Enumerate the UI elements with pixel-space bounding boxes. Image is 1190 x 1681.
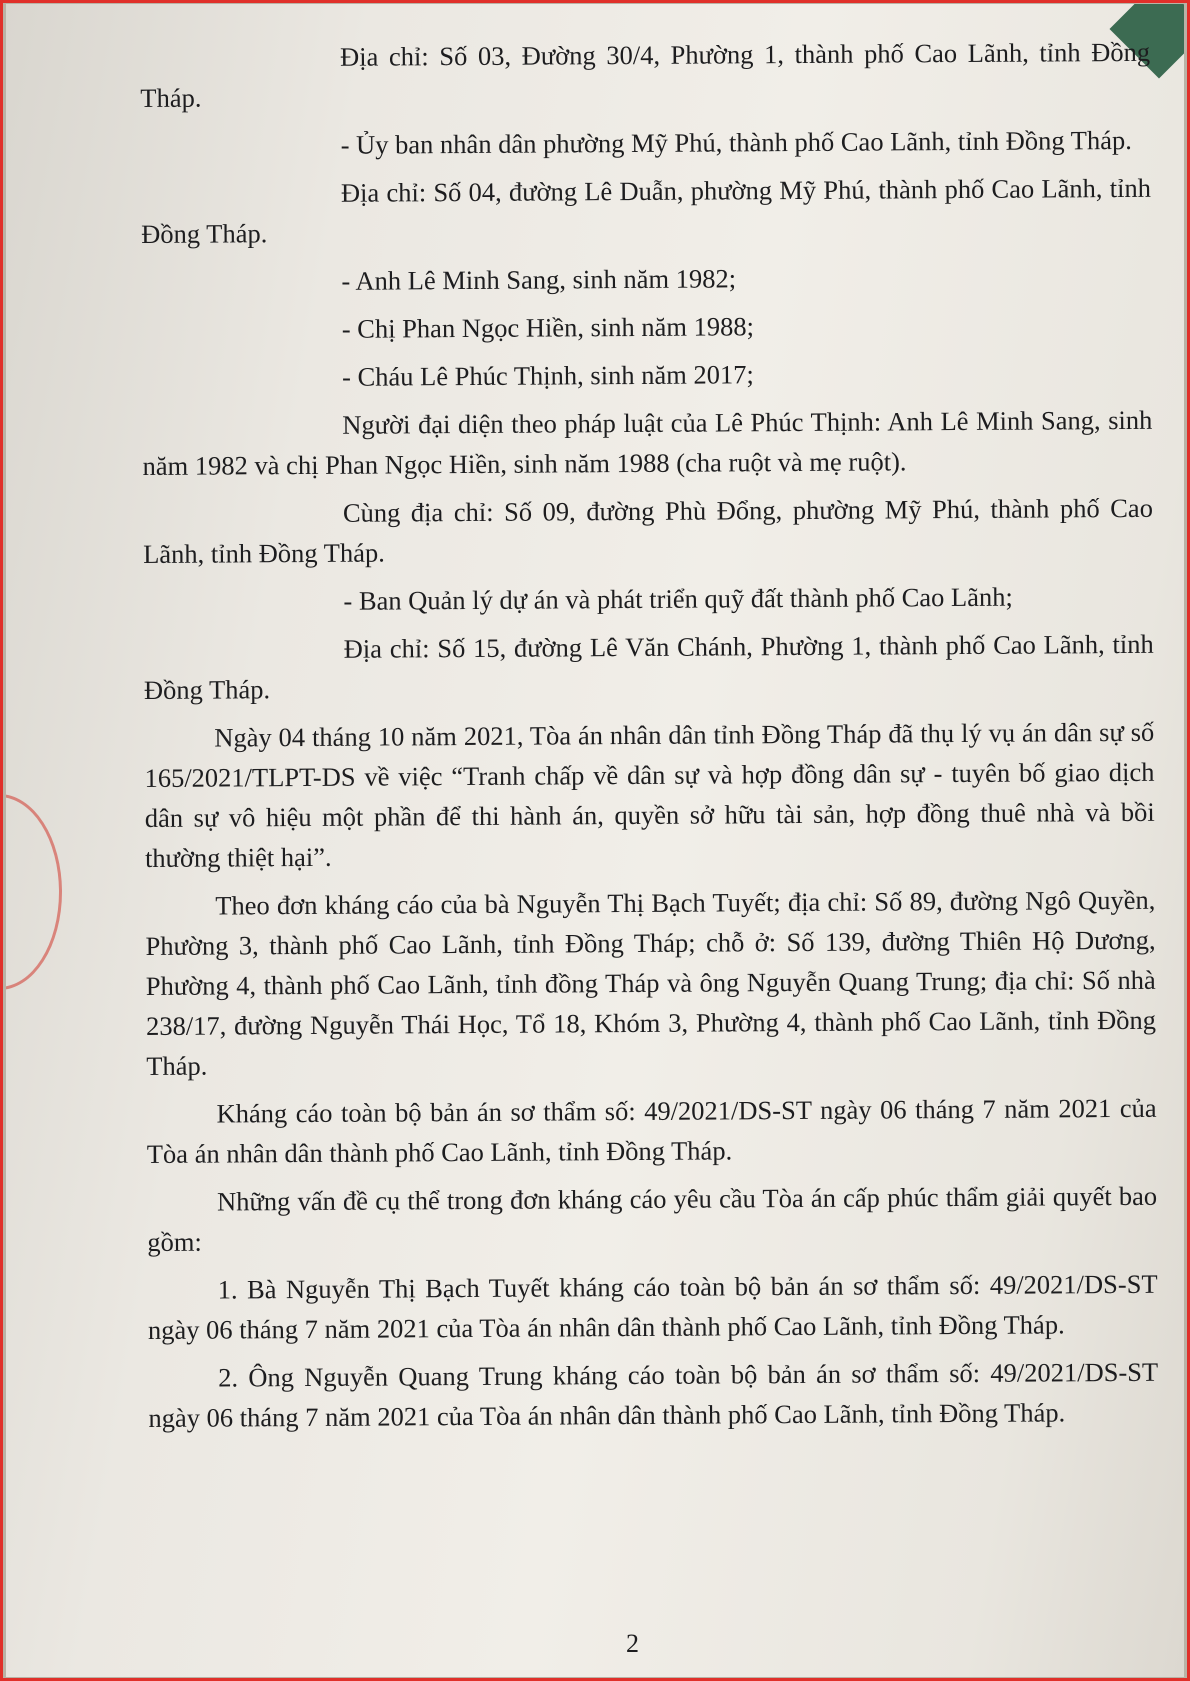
paragraph: Địa chỉ: Số 15, đường Lê Văn Chánh, Phường 1, thành phố Cao Lãnh, tỉnh Đồng Tháp. (143, 628, 1154, 705)
red-seal (6, 794, 62, 990)
paragraph: - Cháu Lê Phúc Thịnh, sinh năm 2017; (341, 359, 754, 392)
paragraph: 1. Bà Nguyễn Thị Bạch Tuyết kháng cáo toàn bộ bản án sơ thẩm số: 49/2021/DS-ST ngày 06 tháng 7 năm 2021 của Tòa án nhân dân thành phố Cao Lãnh, tỉnh Đồng Tháp. (147, 1268, 1158, 1345)
paragraph: - Anh Lê Minh Sang, sinh năm 1982; (341, 263, 737, 296)
document-body (140, 32, 1159, 1446)
paragraph: Theo đơn kháng cáo của bà Nguyễn Thị Bạch Tuyết; địa chỉ: Số 89, đường Ngô Quyền, Phường 3, thành phố Cao Lãnh, tỉnh Đồng Tháp; chỗ ở: Số 139, đường Thiên Hộ Dương, Phường 4, thành phố Cao Lãnh, tỉnh đồng Tháp và ông Nguyễn Quang Trung; địa chỉ: Số nhà 238/17, đường Nguyễn Thái Học, Tổ 18, Khóm 3, Phường 4, thành phố Cao Lãnh, tỉnh Đồng Tháp. (145, 884, 1157, 1081)
page-number: 2 (626, 1629, 639, 1658)
paragraph: - Chị Phan Ngọc Hiền, sinh năm 1988; (341, 311, 755, 344)
paragraph: - Ủy ban nhân dân phường Mỹ Phú, thành phố Cao Lãnh, tỉnh Đồng Tháp. (340, 124, 1132, 160)
paragraph: Kháng cáo toàn bộ bản án sơ thẩm số: 49/2021/DS-ST ngày 06 tháng 7 năm 2021 của Tòa án nhân dân thành phố Cao Lãnh, tỉnh Đồng Tháp. (146, 1092, 1157, 1169)
paragraph: Địa chỉ: Số 04, đường Lê Duẫn, phường Mỹ Phú, thành phố Cao Lãnh, tỉnh Đồng Tháp. (141, 172, 1152, 249)
paragraph: Địa chỉ: Số 03, Đường 30/4, Phường 1, thành phố Cao Lãnh, tỉnh Đồng Tháp. (140, 36, 1151, 113)
paragraph: - Ban Quản lý dự án và phát triển quỹ đất thành phố Cao Lãnh; (343, 581, 1013, 616)
document-page (6, 4, 1184, 1677)
paragraph: Ngày 04 tháng 10 năm 2021, Tòa án nhân dân tỉnh Đồng Tháp đã thụ lý vụ án dân sự số 165/2021/TLPT-DS về việc “Tranh chấp về dân sự và hợp đồng dân sự - tuyên bố giao dịch dân sự vô hiệu một phần để thi hành án, quyền sở hữu tài sản, hợp đồng thuê nhà và bồi thường thiệt hại”. (144, 716, 1155, 873)
paragraph: 2. Ông Nguyễn Quang Trung kháng cáo toàn bộ bản án sơ thẩm số: 49/2021/DS-ST ngày 06 tháng 7 năm 2021 của Tòa án nhân dân thành phố Cao Lãnh, tỉnh Đồng Tháp. (148, 1356, 1159, 1433)
paragraph: Cùng địa chỉ: Số 09, đường Phù Đổng, phường Mỹ Phú, thành phố Cao Lãnh, tỉnh Đồng Tháp. (143, 492, 1153, 569)
paragraph: Người đại diện theo pháp luật của Lê Phúc Thịnh: Anh Lê Minh Sang, sinh năm 1982 và chị Phan Ngọc Hiền, sinh năm 1988 (cha ruột và mẹ ruột). (142, 404, 1153, 481)
paragraph: Những vấn đề cụ thể trong đơn kháng cáo yêu cầu Tòa án cấp phúc thẩm giải quyết bao gồm: (147, 1180, 1158, 1257)
